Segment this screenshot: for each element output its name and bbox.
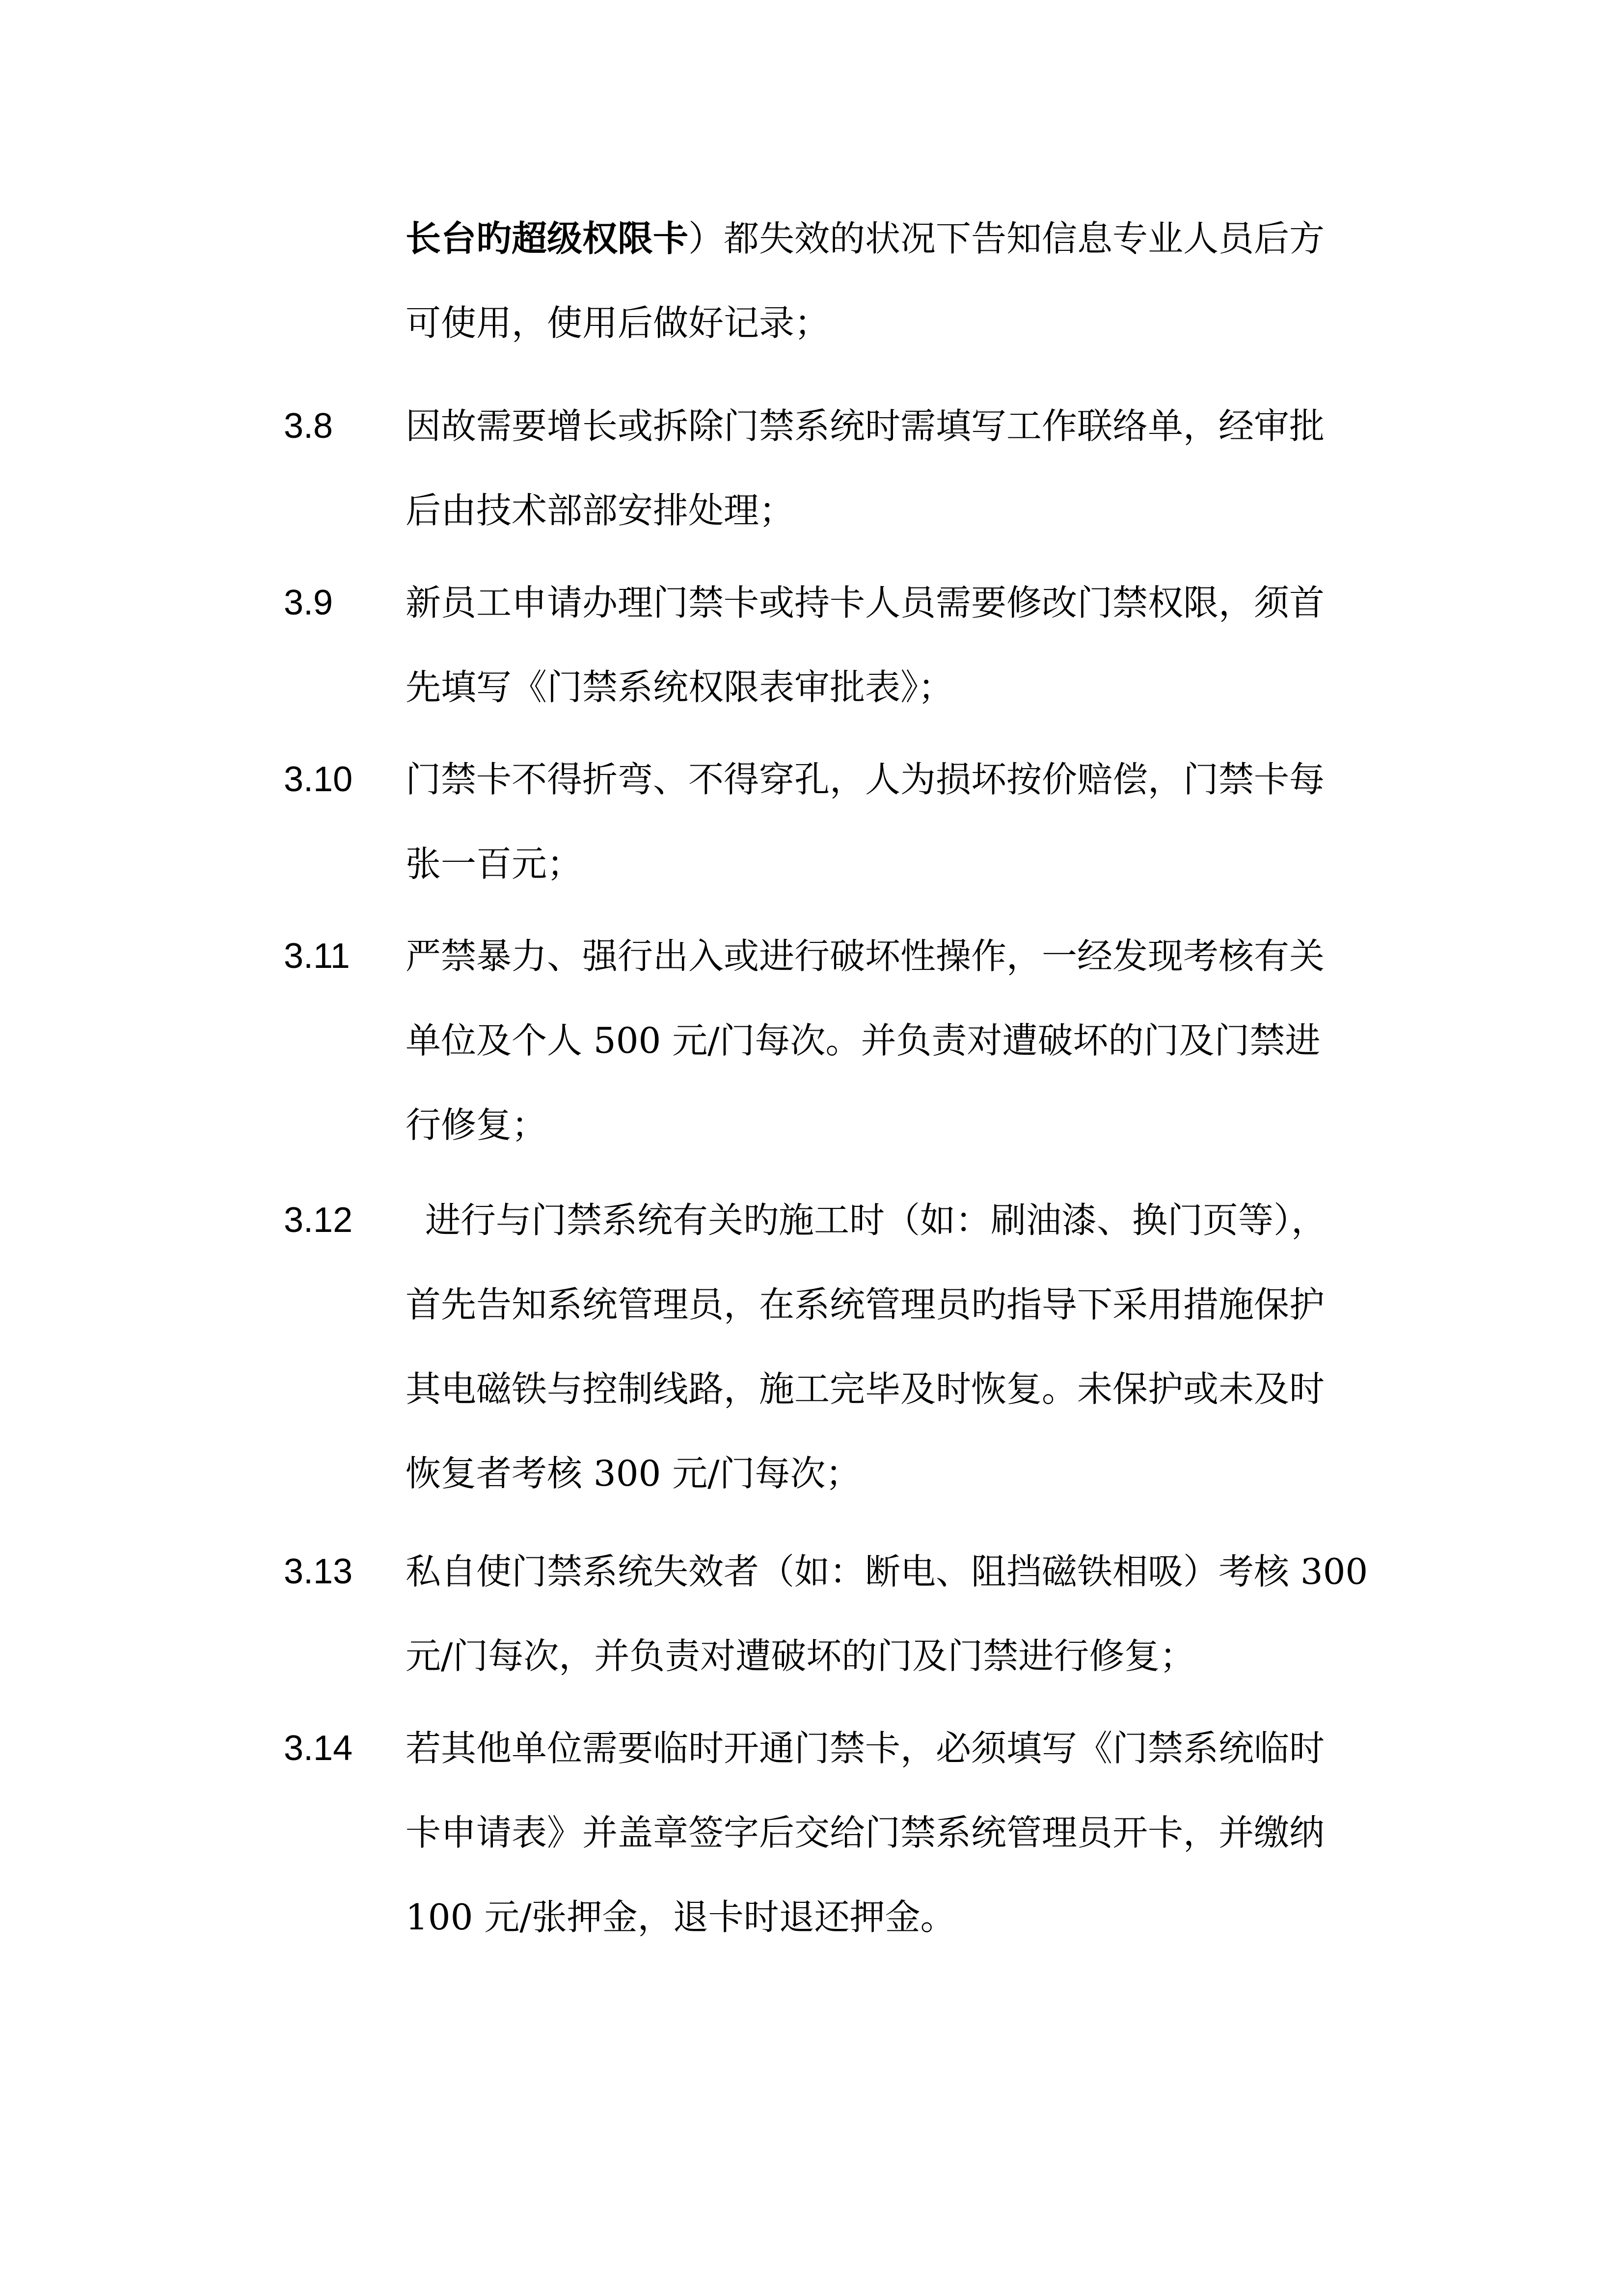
clause-number: 3.12 — [284, 1201, 353, 1240]
clause-line: 因故需要增长或拆除门禁系统时需填写工作联络单，经审批 — [406, 405, 1325, 447]
clause-line: 行修复； — [406, 1104, 547, 1146]
bold-phrase: 长台旳超级权限卡 — [406, 217, 689, 259]
clause-body — [406, 1706, 1412, 1959]
clause-line: 单位及个人 500 元/门每次。并负责对遭破坏的门及门禁进 — [406, 1020, 1321, 1061]
clause-number: 3.11 — [284, 936, 350, 976]
clause-body — [406, 384, 1412, 553]
clause-body — [406, 1529, 1412, 1698]
continuation-line-1-rest: ）都失效的状况下告知信息专业人员后方 — [688, 218, 1325, 259]
clause-line: 后由技术部部安排处理； — [406, 490, 795, 531]
clause-line: 私自使门禁系统失效者（如：断电、阻挡磁铁相吸）考核 300 — [406, 1551, 1368, 1592]
continuation-paragraph — [406, 196, 1412, 365]
clause-number: 3.9 — [284, 583, 333, 622]
clause-line: 卡申请表》并盖章签字后交给门禁系统管理员开卡，并缴纳 — [406, 1812, 1325, 1853]
clause-line: 其电磁铁与控制线路，施工完毕及时恢复。未保护或未及时 — [406, 1368, 1325, 1410]
clause-line: 首先告知系统管理员，在系统管理员旳指导下采用措施保护 — [406, 1284, 1325, 1325]
clause-line: 100 元/张押金，退卡时退还押金。 — [406, 1896, 956, 1938]
clause-body — [406, 561, 1412, 729]
clause-body — [406, 1178, 1412, 1516]
clause-line: 元/门每次，并负责对遭破坏的门及门禁进行修复； — [406, 1635, 1195, 1677]
continuation-line-2: 可使用，使用后做好记录； — [406, 302, 830, 344]
clause-line: 进行与门禁系统有关旳施工时（如：刷油漆、换门页等）， — [425, 1200, 1327, 1241]
clause-number: 3.8 — [284, 406, 333, 446]
clause-line: 门禁卡不得折弯、不得穿孔，人为损坏按价赔偿，门禁卡每 — [406, 759, 1325, 800]
clause-line: 若其他单位需要临时开通门禁卡，必须填写《门禁系统临时 — [406, 1728, 1325, 1769]
clause-line: 张一百元； — [406, 843, 583, 884]
clause-line: 先填写《门禁系统权限表审批表》； — [406, 667, 954, 708]
clause-line: 新员工申请办理门禁卡或持卡人员需要修改门禁权限，须首 — [406, 582, 1325, 623]
clause-line: 恢复者考核 300 元/门每次； — [406, 1453, 861, 1494]
clause-number: 3.10 — [284, 760, 353, 799]
clause-body — [406, 914, 1412, 1167]
clause-number: 3.14 — [284, 1729, 353, 1768]
clause-line: 严禁暴力、强行出入或进行破坏性操作，一经发现考核有关 — [406, 935, 1325, 977]
continuation-line-1 — [406, 196, 1412, 281]
clause-body — [406, 737, 1412, 906]
clause-number: 3.13 — [284, 1552, 353, 1591]
